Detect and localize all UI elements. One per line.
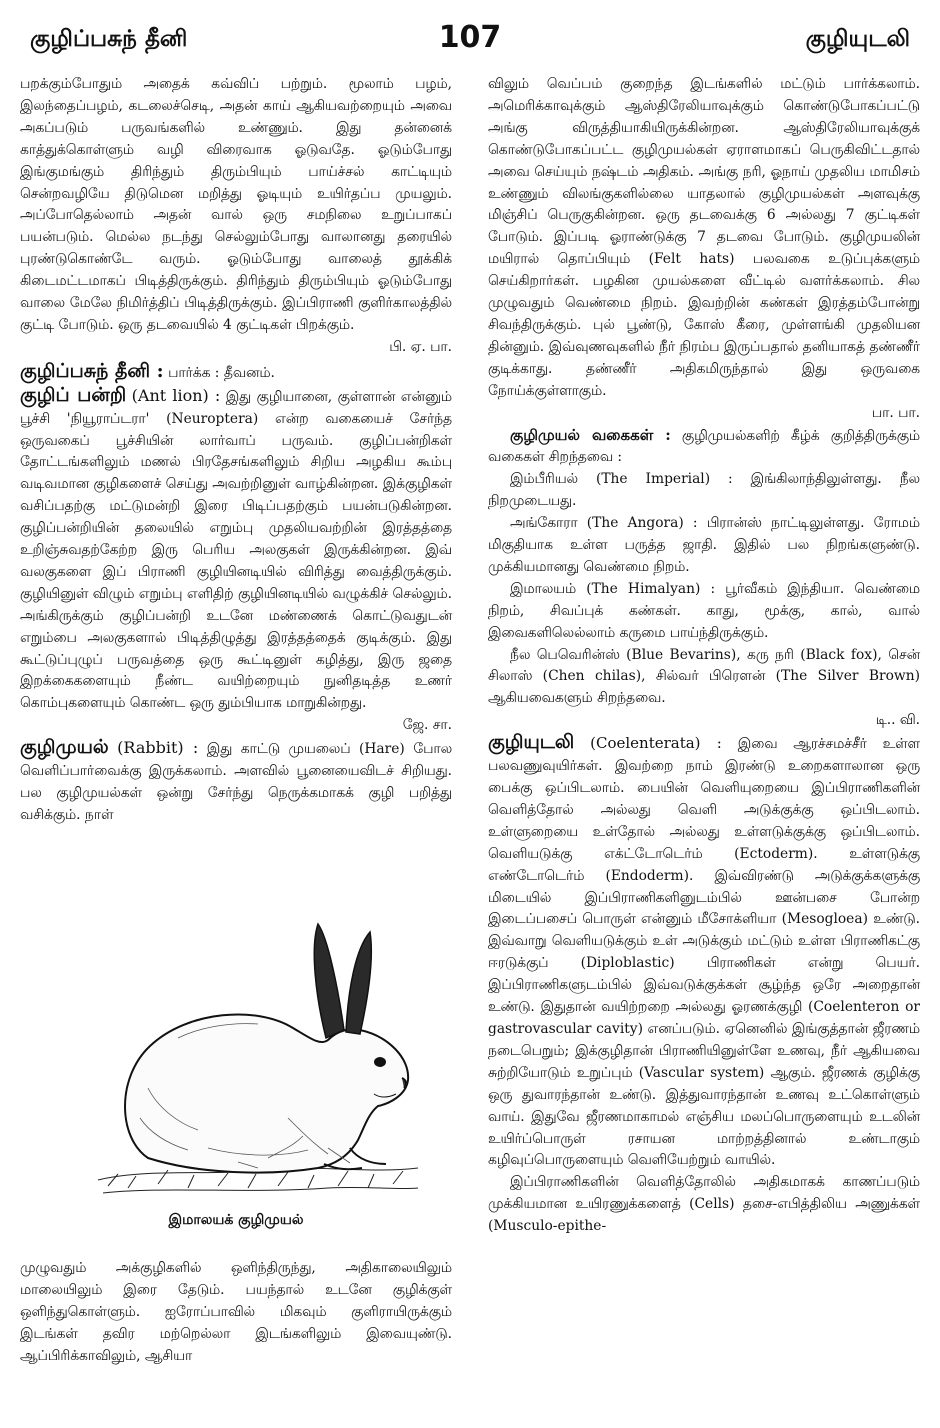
author-signature: பா. பா.: [871, 404, 920, 421]
paragraph-coelenterata-cells: இப்பிராணிகளின் வெளித்தோலில் அதிகமாகக் காணப்படும் முக்கியமான உயிரணுக்களைத் (Cells) தசை-எபித்திலிய அணுக்கள் (Musculo-epithe-: [488, 1174, 920, 1235]
entry-english-term: (Rabbit) :: [117, 738, 199, 758]
entry-body: இது காட்டு முயலைப் (Hare) போல வெளிப்பார்வைக்கு இருக்கலாம். அளவில் பூனையைவிடச் சிறியது. பல குழிமுயல்கள் ஒன்று சேர்ந்து நெருக்கமாகக் குழி பறித்து வசிக்கும். நாள்: [20, 741, 453, 823]
page-number: 107: [438, 20, 502, 55]
figure-caption: இமாலயக் குழிமுயல்: [168, 1212, 304, 1228]
paragraph-rabbit-distribution: முழுவதும் அக்குழிகளில் ஒளிந்திருந்து, அதிகாலையிலும் மாலையிலும் இரை தேடும். பயந்தால் உடனே குழிக்குள் ஒளிந்துகொள்ளும். ஐரோப்பாவில் மிகவும் குளிராயிருக்கும் இடங்கள் தவிர மற்றெல்லா இடங்களிலும் இவையுண்டு. ஆப்பிரிக்காவிலும், ஆசியா: [20, 1260, 452, 1364]
entry-body: இது குழியானை, குள்ளான் என்னும் பூச்சி 'நியூராப்டரா' (Neuroptera) என்ற வகையைச் சேர்ந்த ஒருவகைப் பூச்சியின் லார்வாப் பருவம். குழிப்பன்றிகள் தோட்டங்களிலும் மணல் பிரதேசங்களிலும் சிறிய அழகிய கூம்பு வடிவமான குழிகளைச் செய்து அவற்றினுள் வாழ்கின்றன. இக்குழிகள் வசிப்பதற்கு மட்டுமன்றி இரை பிடிப்பதற்கும் பயன்படுகின்றன. குழிப்பன்றியின் தலையில் எறும்பு முதலியவற்றின் இரத்தத்தை உறிஞ்சுவதற்கேற்ற இரு பெரிய அலகுகள் இருக்கின்றன. இவ் வலகுகளை இப் பிராணி குழியினடியில் விரித்து வைத்திருக்கும். குழியினுள் விழும் எறும்பு எளிதிற் குழியினடியில் வழுக்கிச் செல்லும். அங்கிருக்கும் குழிப்பன்றி உடனே மண்ணைக் கொட்டுவதுடன் எறும்பை அலகுகளால் பிடித்திழுத்து இரத்தத்தைக் குடிக்கும். இது கூட்டுப்புழுப் பருவத்தை ஒரு கூட்டினுள் கழித்து, இரு ஜதை இறக்கைகளையும் நீண்ட வயிற்றையும் நுனிதடித்த உணர் கொம்புகளையும் கொண்ட ஒரு தும்பியாக மாறுகின்றது.: [20, 388, 452, 712]
subsection-text: குழிமுயல்களிற் கீழ்க் குறித்திருக்கும் வகைகள் சிறந்தவை :: [488, 427, 921, 466]
running-head-right: குழியுடலி: [805, 26, 910, 52]
left-column-continuation: [20, 1258, 452, 1368]
page-header: [0, 0, 940, 62]
entry-heading: குழிமுயல்: [20, 736, 109, 759]
entry-english-term: (Coelenterata) :: [590, 734, 722, 753]
left-column: [20, 74, 452, 827]
entry-fodder: [20, 361, 452, 385]
entry-heading: குழியுடலி: [488, 731, 575, 754]
entry-heading: குழிப் பன்றி: [20, 383, 127, 406]
rabbit-varieties-intro: [488, 425, 920, 470]
entry-heading: குழிப்பசுந் தீனி :: [20, 359, 164, 382]
subsection-heading: குழிமுயல் வகைகள் :: [510, 425, 671, 444]
right-column: [488, 74, 920, 1238]
author-signature: ஜே. சா.: [402, 717, 452, 734]
entry-rabbit: [20, 737, 452, 827]
entry-coelenterata: [488, 732, 920, 1172]
rabbit-drawing-icon: [88, 918, 428, 1208]
variety-himalayan: இமாலயம் (The Himalyan) : பூர்வீகம் இந்தியா. வெண்மை நிறம், சிவப்புக் கண்கள். காது, மூக்கு, கால், வால் இவைகளிலெல்லாம் கருமை பாய்ந்திருக்கும்.: [488, 580, 920, 641]
paragraph-rabbit-continued: விலும் வெப்பம் குறைந்த இடங்களில் மட்டும் பார்க்கலாம். அமெரிக்காவுக்கும் ஆஸ்திரேலியாவுக்கும் கொண்டுபோகப்பட்டு அங்கு விருத்தியாகியிருக்கின்றன. ஆஸ்திரேலியாவுக்குக் கொண்டுபோகப்பட்ட குழிமுயல்கள் ஏராளமாகப் பெருகிவிட்டதால் அவை செய்யும் நஷ்டம் அதிகம். அங்கு நரி, ஓநாய் முதலிய மாமிசம் உண்ணும் விலங்குகளில்லை யாதலால் குழிமுயல்கள் அளவுக்கு மிஞ்சிப் பெருகுகின்றன. ஒரு தடவைக்கு 6 அல்லது 7 குட்டிகள் போடும். இப்படி ஓராண்டுக்கு 7 தடவை போடும். குழிமுயலின் மயிரால் தொப்பியும் (Felt hats) பலவகை உடுப்புக்களும் செய்கிறார்கள். பழகின முயல்களை வீட்டில் வளர்க்கலாம். சில முழுவதும் வெண்மை நிறம். இவற்றின் கண்கள் இரத்தம்போன்று சிவந்திருக்கும். புல் பூண்டு, கோஸ் கீரை, முள்ளங்கி முதலியன தின்னும். இவ்வுணவுகளில் நீர் நிரம்ப இருப்பதால் தனியாகத் தண்ணீர் குடிக்காது. தண்ணீர் அதிகமிருந்தால் இது ஒருவகை நோய்க்குள்ளாகும்.: [488, 76, 920, 399]
author-signature: டி.. வி.: [875, 712, 920, 729]
entry-body: இவை ஆரச்சமச்சீர் உள்ள பலவணுவுயிர்கள். இவற்றை நாம் இரண்டு உறைகளாலான ஒரு பைக்கு ஒப்பிடலாம். பையின் வெளியுறையை இப்பிராணிகளின் வெளித்தோல் அல்லது வெளி அடுக்குக்கு ஒப்பிடலாம். உள்ளுறையை உள்தோல் அல்லது உள்ளடுக்குக்கு ஒப்பிடலாம். வெளியடுக்கு எக்ட்டோடெர்ம் (Ectoderm). உள்ளடுக்கு எண்டோடெர்ம் (Endoderm). இவ்விரண்டு அடுக்குக்களுக்கு மிடையில் இப்பிராணிகளினுடம்பில் ஊன்பசை போன்ற இடைப்பசைப் பொருள் என்னும் மீசோக்ளியா (Mesogloea) உண்டு. இவ்வாறு வெளியடுக்கும் உள் அடுக்கும் மட்டும் உள்ள பிராணிகட்கு ஈரடுக்குப் (Diploblastic) பிராணிகள் என்று பெயர். இப்பிராணிகளுடம்பில் இவ்வடுக்குக்கள் சூழ்ந்த ஒரே அறைதான் உண்டு. இதுதான் வயிற்றறை அல்லது ஓரணக்குழி (Coelenteron or gastrovascular cavity) எனப்படும். ஏனெனில் இங்குத்தான் ஜீரணம் நடைபெறும்; இக்குழிதான் பிராணியினுள்ளே உணவு, நீர் ஆகியவை சுற்றியோடும் உறுப்பும் (Vascular system) ஆகும். ஜீரணக் குழிக்கு ஒரு துவாரந்தான் உண்டு. இத்துவாரந்தான் உணவு உட்கொள்ளும் வாய். இதுவே ஜீரணமாகாமல் எஞ்சிய மலப்பொருளையும் உடலின் உயிர்ப்பொருள் ரசாயன மாற்றத்தினால் உண்டாகும் கழிவுப்பொருளையும் வெளியேற்றும் வாயில்.: [488, 736, 920, 1169]
entry-reference: பார்க்க : தீவனம்.: [168, 364, 275, 381]
entry-english-term: (Ant lion) :: [131, 385, 221, 405]
rabbit-illustration: [88, 918, 428, 1234]
running-head-left: குழிப்பசுந் தீனி: [30, 26, 188, 52]
variety-imperial: இம்பீரியல் (The Imperial) : இங்கிலாந்திலுள்ளது. நீல நிறமுடையது.: [488, 471, 920, 510]
paragraph-rabbit-habits: பறக்கும்போதும் அதைக் கவ்விப் பற்றும். மூலாம் பழம், இலந்தைப்பழம், கடலைச்செடி, அதன் காய் ஆகியவற்றையும் அவை அகப்படும் பருவங்களில் உண்ணும். இது தன்னைக் காத்துக்கொள்ளும் வழி விரைவாக ஓடுவதே. ஓடும்போது இங்குமங்கும் திரிந்தும் திரும்பியும் பாய்ச்சல் காட்டியும் சென்றவழியே திடுமென மறித்து ஓடியும் உயிர்தப்ப முயலும். அப்போதெல்லாம் அதன் வால் ஒரு சமநிலை உறுப்பாகப் பயன்படும். மெல்ல நடந்து செல்லும்போது வாலானது தரையில் புரண்டுகொண்டே வரும். ஓடும்போது வாலைத் தூக்கிக் கிடைமட்டமாகப் பிடித்திருக்கும். திரிந்தும் திரும்பியும் ஓடும்போது வாலை மேலே நிமிர்த்திப் பிடித்திருக்கும். இப்பிராணி குளிர்காலத்தில் குட்டி போடும். ஒரு தடவையில் 4 குட்டிகள் பிறக்கும்.: [20, 76, 452, 333]
variety-others: நீல பெவெரின்ஸ் (Blue Bevarins), கரு நரி (Black fox), சென் சிலாஸ் (Chen chilas), சில்வர் பிரௌன் (The Silver Brown) ஆகியவைகளும் சிறந்தவை.: [488, 646, 920, 707]
variety-angora: அங்கோரா (The Angora) : பிரான்ஸ் நாட்டிலுள்ளது. ரோமம் மிகுதியாக உள்ள பருத்த ஜாதி. இதில் பல நிறங்களுண்டு. முக்கியமானது வெண்மை நிறம்.: [488, 515, 920, 575]
author-signature: பி. ஏ. பா.: [389, 338, 452, 355]
entry-ant-lion: [20, 385, 452, 716]
